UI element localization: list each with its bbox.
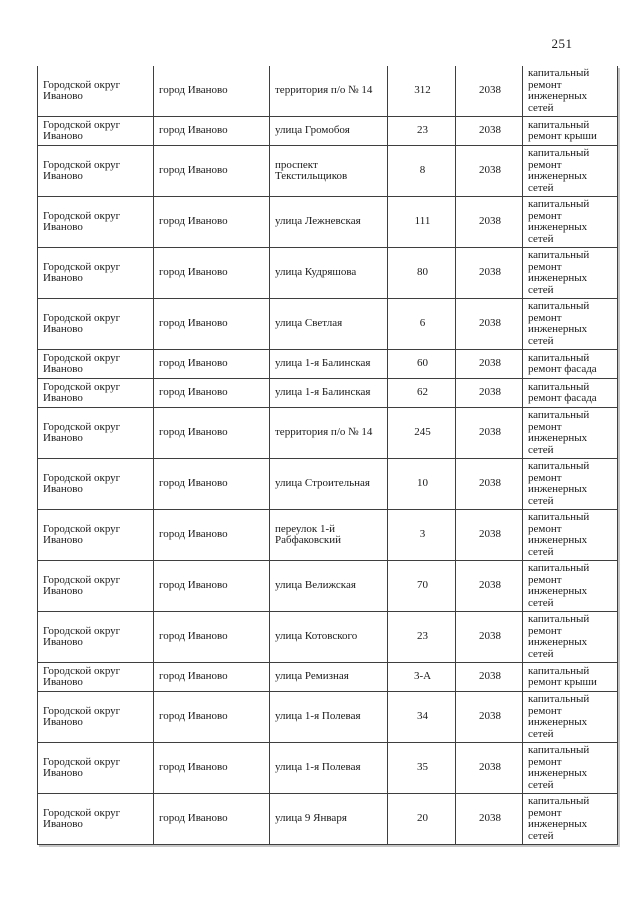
cell-street: улица 9 Января [270, 794, 388, 845]
cell-house-number: 20 [388, 794, 456, 845]
cell-year: 2038 [456, 408, 523, 459]
cell-city: город Иваново [154, 379, 270, 408]
table-row [38, 117, 618, 146]
cell-district: Городской округ Иваново [38, 408, 154, 459]
table-row [38, 743, 618, 794]
table-row [38, 794, 618, 845]
cell-district: Городской округ Иваново [38, 146, 154, 197]
table-row [38, 350, 618, 379]
cell-house-number: 245 [388, 408, 456, 459]
cell-house-number: 62 [388, 379, 456, 408]
cell-repair-type: капитальный ремонт инженерных сетей [523, 146, 618, 197]
cell-house-number: 8 [388, 146, 456, 197]
cell-district: Городской округ Иваново [38, 459, 154, 510]
cell-repair-type: капитальный ремонт инженерных сетей [523, 248, 618, 299]
cell-repair-type: капитальный ремонт инженерных сетей [523, 459, 618, 510]
cell-street: улица Светлая [270, 299, 388, 350]
cell-house-number: 3-А [388, 663, 456, 692]
cell-city: город Иваново [154, 510, 270, 561]
cell-year: 2038 [456, 743, 523, 794]
cell-repair-type: капитальный ремонт крыши [523, 117, 618, 146]
cell-repair-type: капитальный ремонт инженерных сетей [523, 561, 618, 612]
table-row [38, 146, 618, 197]
table-row [38, 379, 618, 408]
cell-house-number: 80 [388, 248, 456, 299]
cell-district: Городской округ Иваново [38, 248, 154, 299]
table-row [38, 663, 618, 692]
cell-district: Городской округ Иваново [38, 612, 154, 663]
cell-year: 2038 [456, 117, 523, 146]
cell-city: город Иваново [154, 663, 270, 692]
cell-district: Городской округ Иваново [38, 350, 154, 379]
page-number: 251 [551, 36, 573, 51]
cell-repair-type: капитальный ремонт инженерных сетей [523, 66, 618, 117]
table-row [38, 248, 618, 299]
cell-street: улица Котовского [270, 612, 388, 663]
cell-street: территория п/о № 14 [270, 66, 388, 117]
cell-year: 2038 [456, 66, 523, 117]
cell-house-number: 6 [388, 299, 456, 350]
cell-year: 2038 [456, 350, 523, 379]
cell-city: город Иваново [154, 743, 270, 794]
cell-city: город Иваново [154, 350, 270, 379]
cell-city: город Иваново [154, 612, 270, 663]
capital-repairs-table [37, 66, 618, 845]
cell-year: 2038 [456, 459, 523, 510]
cell-city: город Иваново [154, 561, 270, 612]
cell-district: Городской округ Иваново [38, 794, 154, 845]
cell-street: улица Велижская [270, 561, 388, 612]
cell-repair-type: капитальный ремонт инженерных сетей [523, 197, 618, 248]
cell-repair-type: капитальный ремонт инженерных сетей [523, 408, 618, 459]
table-row [38, 612, 618, 663]
table-row [38, 561, 618, 612]
cell-repair-type: капитальный ремонт инженерных сетей [523, 612, 618, 663]
cell-year: 2038 [456, 248, 523, 299]
table-row [38, 408, 618, 459]
cell-year: 2038 [456, 663, 523, 692]
cell-repair-type: капитальный ремонт инженерных сетей [523, 794, 618, 845]
cell-year: 2038 [456, 510, 523, 561]
cell-house-number: 111 [388, 197, 456, 248]
cell-year: 2038 [456, 197, 523, 248]
cell-house-number: 23 [388, 612, 456, 663]
cell-house-number: 70 [388, 561, 456, 612]
cell-district: Городской округ Иваново [38, 197, 154, 248]
cell-city: город Иваново [154, 197, 270, 248]
cell-year: 2038 [456, 612, 523, 663]
cell-city: город Иваново [154, 146, 270, 197]
cell-street: улица Кудряшова [270, 248, 388, 299]
cell-street: улица Строительная [270, 459, 388, 510]
cell-street: улица Громобоя [270, 117, 388, 146]
cell-district: Городской округ Иваново [38, 692, 154, 743]
cell-city: город Иваново [154, 299, 270, 350]
cell-city: город Иваново [154, 459, 270, 510]
cell-house-number: 60 [388, 350, 456, 379]
cell-street: территория п/о № 14 [270, 408, 388, 459]
cell-house-number: 10 [388, 459, 456, 510]
cell-city: город Иваново [154, 66, 270, 117]
table-row [38, 459, 618, 510]
cell-repair-type: капитальный ремонт фасада [523, 379, 618, 408]
cell-street: улица 1-я Балинская [270, 350, 388, 379]
cell-repair-type: капитальный ремонт инженерных сетей [523, 743, 618, 794]
table-row [38, 197, 618, 248]
cell-district: Городской округ Иваново [38, 117, 154, 146]
cell-street: переулок 1-й Рабфаковский [270, 510, 388, 561]
cell-city: город Иваново [154, 692, 270, 743]
cell-district: Городской округ Иваново [38, 299, 154, 350]
cell-district: Городской округ Иваново [38, 66, 154, 117]
cell-city: город Иваново [154, 408, 270, 459]
cell-district: Городской округ Иваново [38, 379, 154, 408]
cell-repair-type: капитальный ремонт инженерных сетей [523, 510, 618, 561]
cell-street: проспект Текстильщиков [270, 146, 388, 197]
cell-year: 2038 [456, 146, 523, 197]
cell-district: Городской округ Иваново [38, 743, 154, 794]
table-row [38, 510, 618, 561]
cell-city: город Иваново [154, 248, 270, 299]
cell-city: город Иваново [154, 794, 270, 845]
cell-street: улица Лежневская [270, 197, 388, 248]
cell-year: 2038 [456, 561, 523, 612]
cell-year: 2038 [456, 794, 523, 845]
cell-house-number: 312 [388, 66, 456, 117]
cell-house-number: 3 [388, 510, 456, 561]
cell-house-number: 34 [388, 692, 456, 743]
cell-district: Городской округ Иваново [38, 663, 154, 692]
cell-year: 2038 [456, 692, 523, 743]
table-row [38, 299, 618, 350]
cell-repair-type: капитальный ремонт крыши [523, 663, 618, 692]
cell-street: улица 1-я Балинская [270, 379, 388, 408]
cell-year: 2038 [456, 299, 523, 350]
table-body [38, 66, 618, 845]
cell-city: город Иваново [154, 117, 270, 146]
cell-street: улица 1-я Полевая [270, 743, 388, 794]
cell-repair-type: капитальный ремонт инженерных сетей [523, 299, 618, 350]
cell-street: улица 1-я Полевая [270, 692, 388, 743]
cell-year: 2038 [456, 379, 523, 408]
table-row [38, 692, 618, 743]
cell-repair-type: капитальный ремонт фасада [523, 350, 618, 379]
cell-repair-type: капитальный ремонт инженерных сетей [523, 692, 618, 743]
cell-house-number: 23 [388, 117, 456, 146]
cell-house-number: 35 [388, 743, 456, 794]
cell-street: улица Ремизная [270, 663, 388, 692]
cell-district: Городской округ Иваново [38, 561, 154, 612]
table-row [38, 66, 618, 117]
cell-district: Городской округ Иваново [38, 510, 154, 561]
